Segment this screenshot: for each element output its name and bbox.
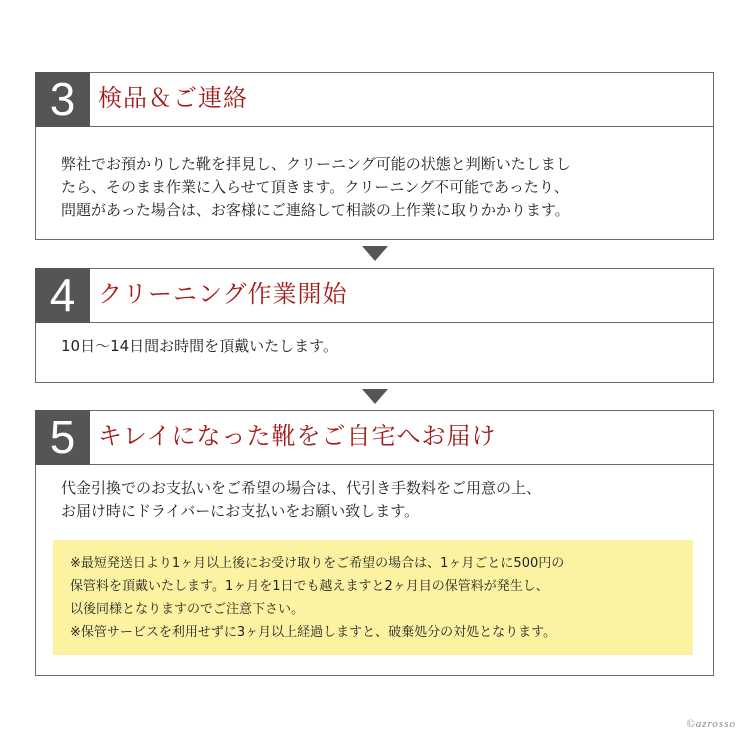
step-description xyxy=(61,335,699,358)
header-divider xyxy=(90,126,713,127)
step-number-badge: 4 xyxy=(35,268,90,323)
notice-line: 保管料を頂戴いたします。1ヶ月を1日でも越えますと2ヶ月目の保管料が発生し、 xyxy=(70,579,549,594)
description-line: たら、そのまま作業に入らせて頂きます。クリーニング不可能であったり、 xyxy=(61,178,569,196)
step-number-badge: 3 xyxy=(35,72,90,127)
step-description xyxy=(61,477,699,523)
notice-line: ※保管サービスを利用せずに3ヶ月以上経過しますと、破棄処分の対処となります。 xyxy=(70,625,557,640)
copyright-text: ©azrosso xyxy=(686,718,736,730)
description-line: 問題があった場合は、お客様にご連絡して相談の上作業に取りかかります。 xyxy=(61,201,570,219)
step-description xyxy=(61,153,699,222)
step-title: キレイになった靴をご自宅へお届け xyxy=(98,422,497,450)
description-line: 代金引換でのお支払いをご希望の場合は、代引き手数料をご用意の上、 xyxy=(61,479,542,497)
description-line: お届け時にドライバーにお支払いをお願い致します。 xyxy=(61,502,420,520)
arrow-down-icon xyxy=(362,246,388,261)
step-number-badge: 5 xyxy=(35,410,90,465)
step-4-card xyxy=(35,268,714,383)
header-divider xyxy=(90,464,713,465)
storage-fee-notice xyxy=(53,540,693,655)
step-title: 検品＆ご連絡 xyxy=(98,84,248,112)
step-title: クリーニング作業開始 xyxy=(98,280,348,308)
step-3-card xyxy=(35,72,714,240)
header-divider xyxy=(90,322,713,323)
arrow-down-icon xyxy=(362,389,388,404)
step-5-card xyxy=(35,410,714,676)
description-line: 10日〜14日間お時間を頂戴いたします。 xyxy=(61,337,338,355)
notice-line: ※最短発送日より1ヶ月以上後にお受け取りをご希望の場合は、1ヶ月ごとに500円の xyxy=(70,556,565,571)
description-line: 弊社でお預かりした靴を拝見し、クリーニング可能の状態と判断いたしまし xyxy=(61,155,571,173)
notice-line: 以後同様となりますのでご注意下さい。 xyxy=(70,602,305,617)
